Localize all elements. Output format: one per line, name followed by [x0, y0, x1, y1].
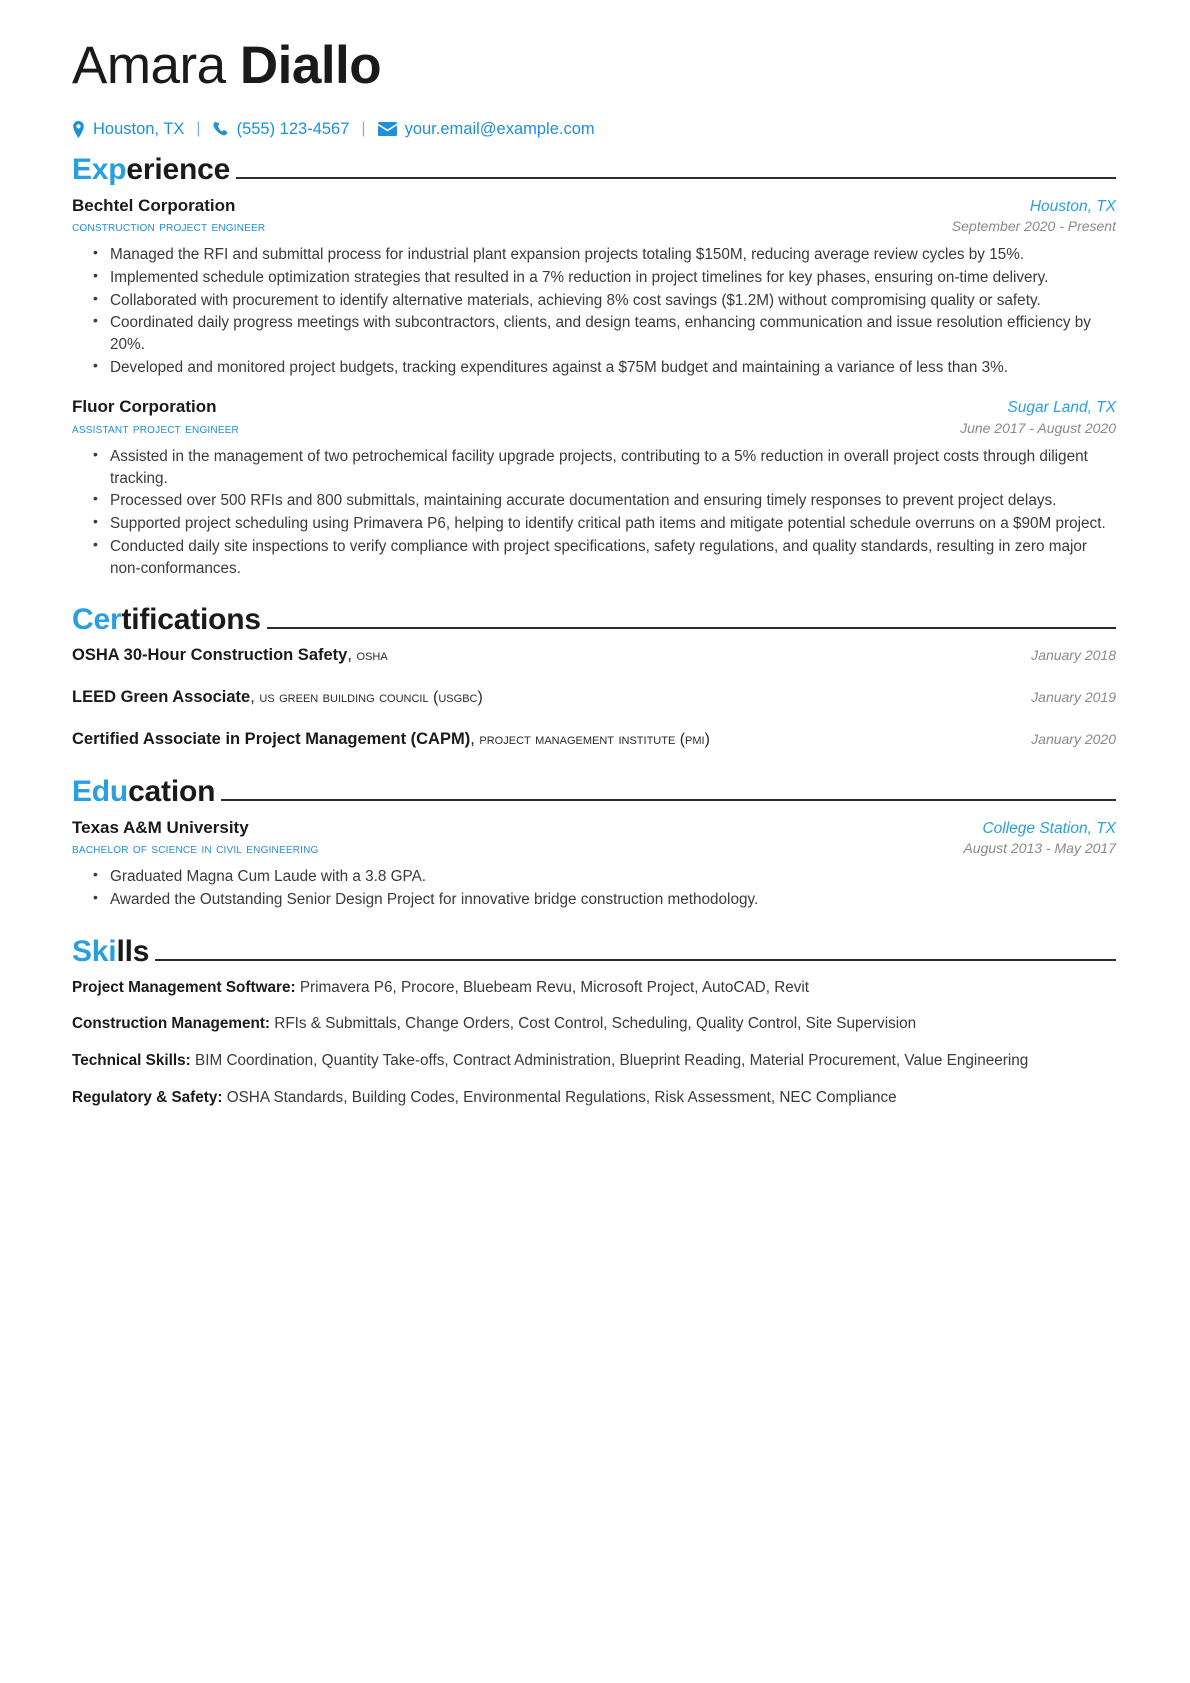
- skill-items: Primavera P6, Procore, Bluebeam Revu, Microsoft Project, AutoCAD, Revit: [299, 978, 810, 996]
- section-title-education: [72, 774, 216, 808]
- section-header-skills: [72, 934, 1116, 968]
- school-name: Texas A&M University: [72, 817, 249, 837]
- last-name: Diallo: [239, 36, 382, 95]
- entry-subheading-row: [72, 840, 1116, 858]
- location-pin-icon: [72, 121, 85, 138]
- certification-date: January 2019: [1031, 689, 1116, 706]
- section-divider: [236, 177, 1116, 179]
- job-title: construction project engineer: [72, 219, 266, 236]
- employment-dates: September 2020 - Present: [951, 218, 1116, 235]
- certification-issuer: osha: [356, 647, 388, 665]
- degree-title: bachelor of science in civil engineering: [72, 841, 319, 858]
- list-item: • Awarded the Outstanding Senior Design Project for innovative bridge construction methodology.: [110, 889, 1116, 911]
- contact-location-text: Houston, TX: [93, 119, 185, 138]
- section-experience: [72, 152, 1116, 580]
- skill-group: [72, 1050, 1116, 1072]
- list-item: • Collaborated with procurement to identify alternative materials, achieving 8% cost savings ($1.2M) without compromising quality or safety.: [110, 290, 1116, 312]
- certification-name: LEED Green Associate: [72, 688, 251, 707]
- certification-name: Certified Associate in Project Management (CAPM): [72, 729, 471, 748]
- contact-location[interactable]: [72, 120, 184, 139]
- certification-date: January 2020: [1031, 730, 1116, 747]
- section-title-certifications: [72, 605, 261, 635]
- education-dates: August 2013 - May 2017: [963, 840, 1116, 857]
- employer-name: Bechtel Corporation: [72, 195, 236, 215]
- contact-phone[interactable]: [213, 120, 350, 139]
- list-item: • Coordinated daily progress meetings with subcontractors, clients, and design teams, enhancing communication and issue resolution efficiency by 20%.: [110, 312, 1116, 355]
- list-item: • Developed and monitored project budgets, tracking expenditures against a $75M budget and maintaining a variance of less than 3%.: [110, 357, 1116, 379]
- contact-row: [72, 120, 1116, 139]
- section-certifications: [72, 605, 1116, 750]
- employer-location: Houston, TX: [1029, 197, 1116, 215]
- contact-email[interactable]: [378, 120, 595, 139]
- certification-comma: ,: [347, 646, 357, 665]
- section-header-certifications: [72, 605, 1116, 635]
- first-name: Amara: [72, 36, 226, 95]
- certification-main: [72, 729, 710, 751]
- section-title-accent: Cer: [72, 603, 122, 637]
- skill-category: Construction Management:: [72, 1015, 271, 1033]
- section-title-accent: Ski: [72, 934, 117, 968]
- skills-list: [72, 977, 1116, 1109]
- entry-subheading-row: [72, 218, 1116, 236]
- certification-comma: ,: [470, 729, 480, 748]
- skill-category: Technical Skills:: [72, 1052, 191, 1070]
- certification-name: OSHA 30-Hour Construction Safety: [72, 646, 348, 665]
- section-divider: [155, 959, 1116, 961]
- experience-bullet-list: [72, 244, 1116, 378]
- section-divider: [221, 799, 1116, 801]
- education-entry: [72, 817, 1116, 911]
- certification-issuer: project management institute (pmi): [479, 730, 710, 748]
- certification-row: [72, 729, 1116, 751]
- certification-row: [72, 645, 1116, 667]
- contact-separator: |: [361, 120, 366, 138]
- certification-date: January 2018: [1031, 647, 1116, 664]
- entry-heading-row: [72, 195, 1116, 216]
- section-title-rest: tifications: [121, 603, 261, 637]
- list-item: • Conducted daily site inspections to verify compliance with project specifications, safety regulations, and quality standards, resulting in zero major non-conformances.: [110, 536, 1116, 579]
- experience-bullet-list: [72, 446, 1116, 579]
- contact-separator: |: [196, 120, 201, 138]
- entry-subheading-row: [72, 420, 1116, 438]
- section-title-skills: [72, 934, 150, 968]
- education-bullet-list: [72, 866, 1116, 910]
- certification-main: [72, 645, 388, 667]
- list-item: • Assisted in the management of two petrochemical facility upgrade projects, contributing to a 5% reduction in overall project costs through diligent tracking.: [110, 446, 1116, 489]
- phone-icon: [213, 121, 229, 137]
- certification-main: [72, 687, 483, 709]
- certification-comma: ,: [250, 688, 260, 707]
- contact-email-text: your.email@example.com: [404, 119, 595, 138]
- list-item: • Supported project scheduling using Primavera P6, helping to identify critical path items and mitigate potential schedule overruns on a $90M project.: [110, 513, 1116, 535]
- page-title: [72, 38, 1116, 94]
- experience-entry: [72, 396, 1116, 579]
- section-title-rest: lls: [116, 934, 150, 968]
- skill-items: BIM Coordination, Quantity Take-offs, Contract Administration, Blueprint Reading, Material Procurement, Value Engineering: [195, 1052, 1029, 1070]
- section-title-rest: erience: [126, 152, 231, 186]
- job-title: assistant project engineer: [72, 420, 239, 437]
- section-header-education: [72, 774, 1116, 808]
- skill-group: [72, 1087, 1116, 1109]
- skill-category: Regulatory & Safety:: [72, 1088, 223, 1106]
- section-title-rest: cation: [128, 774, 216, 808]
- certification-issuer: us green building council (usgbc): [259, 689, 483, 707]
- entry-heading-row: [72, 817, 1116, 838]
- entry-heading-row: [72, 396, 1116, 417]
- skill-items: RFIs & Submittals, Change Orders, Cost Control, Scheduling, Quality Control, Site Supervision: [274, 1015, 917, 1033]
- school-location: College Station, TX: [982, 819, 1116, 837]
- skill-category: Project Management Software:: [72, 978, 296, 996]
- certification-row: [72, 687, 1116, 709]
- section-education: [72, 774, 1116, 911]
- envelope-icon: [378, 122, 397, 136]
- section-header-experience: [72, 152, 1116, 186]
- skill-items: OSHA Standards, Building Codes, Environmental Regulations, Risk Assessment, NEC Compliance: [226, 1088, 897, 1106]
- list-item: • Implemented schedule optimization strategies that resulted in a 7% reduction in project timelines for key phases, ensuring on-time delivery.: [110, 267, 1116, 289]
- list-item: • Managed the RFI and submittal process for industrial plant expansion projects totaling $150M, reducing average review cycles by 15%.: [110, 244, 1116, 266]
- employment-dates: June 2017 - August 2020: [960, 419, 1116, 436]
- section-skills: [72, 934, 1116, 1109]
- skill-group: [72, 977, 1116, 999]
- section-title-accent: Exp: [72, 152, 127, 186]
- list-item: • Processed over 500 RFIs and 800 submittals, maintaining accurate documentation and ensuring timely responses to prevent project delays.: [110, 490, 1116, 512]
- employer-name: Fluor Corporation: [72, 397, 217, 417]
- employer-location: Sugar Land, TX: [1007, 399, 1116, 417]
- list-item: • Graduated Magna Cum Laude with a 3.8 GPA.: [110, 866, 1116, 888]
- contact-phone-text: (555) 123-4567: [236, 119, 350, 138]
- section-title-accent: Edu: [72, 774, 129, 808]
- section-title-experience: [72, 152, 231, 186]
- section-divider: [267, 627, 1116, 629]
- skill-group: [72, 1013, 1116, 1035]
- experience-entry: [72, 195, 1116, 379]
